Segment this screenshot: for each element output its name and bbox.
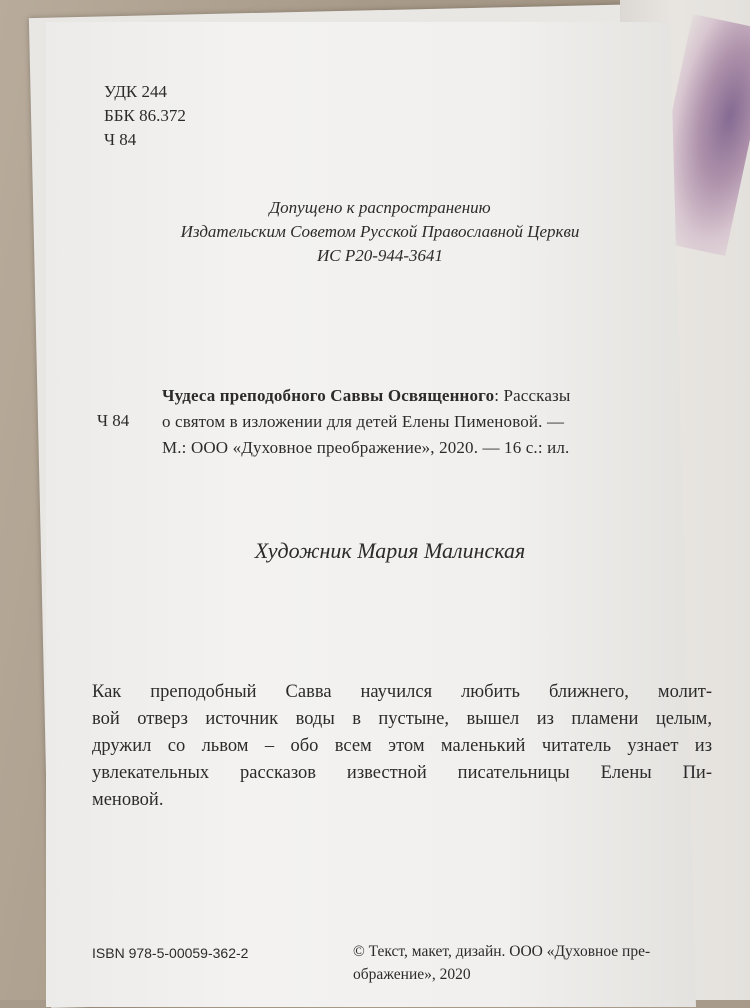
approval-notice: [160, 196, 600, 268]
annotation-line-4: увлекательных рассказов известной писательницы Елены Пи-: [92, 763, 712, 783]
classification-codes: [104, 80, 186, 152]
approval-line-3: ИС Р20-944-3641: [316, 246, 444, 265]
bib-line-2: о святом в изложении для детей Елены Пименовой. —: [162, 412, 565, 431]
annotation-line-1: Как преподобный Савва научился любить ближнего, молит-: [92, 682, 712, 702]
bbk-code: ББК 86.372: [104, 106, 186, 125]
bibliographic-record: [162, 383, 667, 461]
annotation: [92, 679, 712, 814]
annotation-line-5: меновой.: [92, 790, 164, 810]
annotation-line-3: дружил со львом – обо всем этом маленький читатель узнает из: [92, 736, 712, 756]
copyright-line-1: © Текст, макет, дизайн. ООО «Духовное пре-: [353, 943, 651, 960]
approval-line-1: Допущено к распространению: [269, 198, 491, 217]
bib-line-1-rest: : Рассказы: [494, 386, 571, 405]
bib-line-1: [162, 383, 667, 409]
book-title: Чудеса преподобного Саввы Освященного: [162, 386, 495, 405]
udk-code: УДК 244: [104, 82, 168, 101]
annotation-line-2: вой отверз источник воды в пустыне, вышел из пламени целым,: [92, 709, 712, 729]
bibliography-author-sign: Ч 84: [97, 411, 130, 430]
author-sign: Ч 84: [104, 130, 137, 149]
book-page: [46, 22, 696, 1007]
isbn: ISBN 978-5-00059-362-2: [92, 945, 249, 961]
approval-line-2: Издательским Советом Русской Православной Церкви: [180, 222, 580, 241]
copyright-line-2: ображение», 2020: [353, 966, 471, 983]
illustrator-credit: Художник Мария Малинская: [254, 538, 526, 563]
copyright-notice: [353, 940, 650, 986]
bib-line-3: М.: ООО «Духовное преображение», 2020. — 16 с.: ил.: [162, 438, 570, 457]
